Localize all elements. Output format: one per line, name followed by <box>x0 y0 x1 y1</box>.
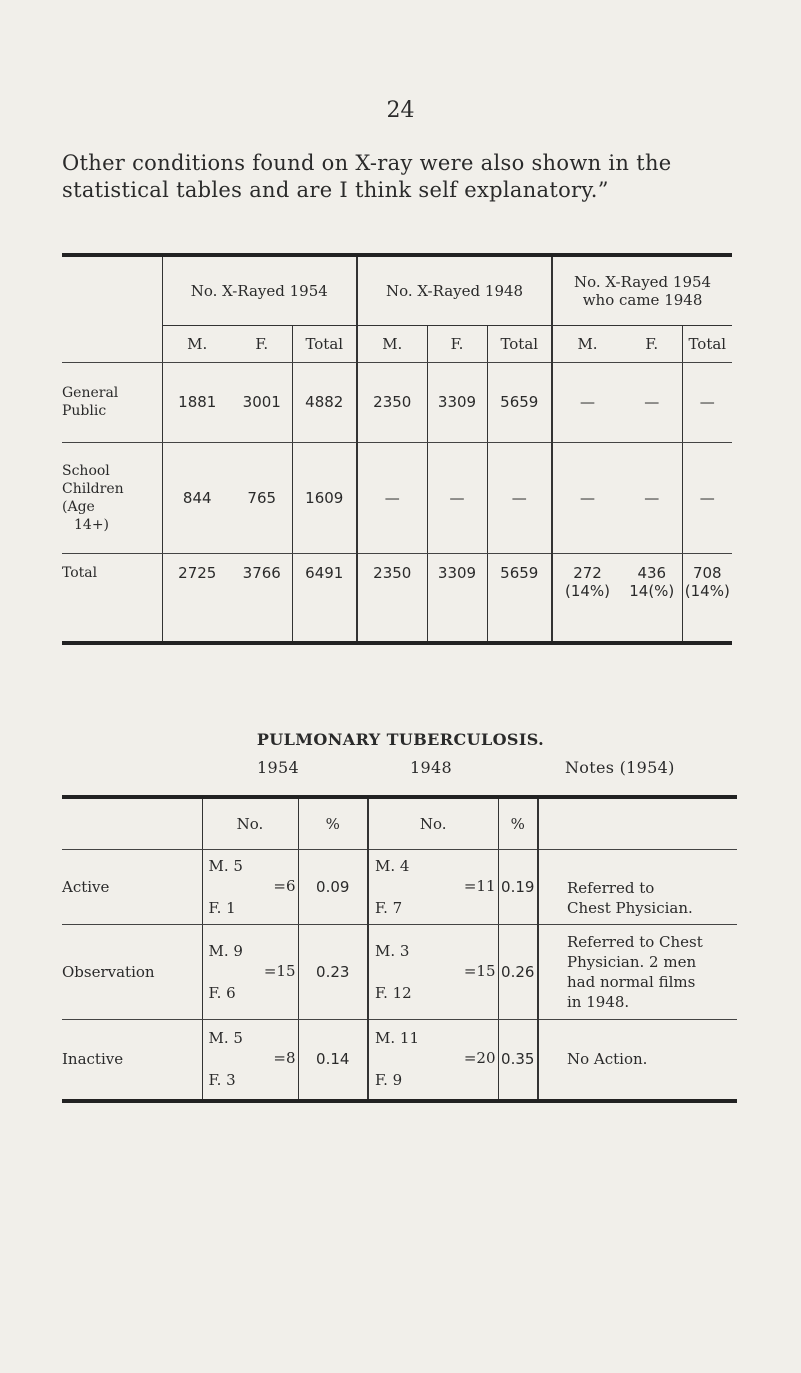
cell: 3309 <box>427 553 487 643</box>
cell-percent: (14%) <box>684 581 730 600</box>
cell: 5659 <box>487 553 552 643</box>
tuberculosis-table <box>62 795 737 1103</box>
cell: — <box>622 442 682 553</box>
subheader-m: M. <box>162 325 232 362</box>
subheader-f: F. <box>622 325 682 362</box>
row-label-line: Children <box>62 480 124 497</box>
subheader-f: F. <box>427 325 487 362</box>
table-row <box>62 1019 737 1101</box>
table-row <box>62 442 732 553</box>
total-count: =6 <box>273 876 296 895</box>
row-label-line: School <box>62 462 110 479</box>
cell-pct <box>622 553 682 643</box>
cell: — <box>552 442 622 553</box>
header-no-1948: No. <box>368 797 498 849</box>
intro-line-1: Other conditions found on X-ray were also shown in the <box>62 151 672 175</box>
header-notes <box>538 797 737 849</box>
note-line: Referred to <box>567 878 655 897</box>
group-header-1948: No. X-Rayed 1948 <box>357 255 552 325</box>
cell-notes <box>538 924 737 1019</box>
cell: — <box>357 442 427 553</box>
row-label-general-public <box>62 362 162 442</box>
subtitle-1954: 1954 <box>257 758 299 777</box>
header-pct-1954: % <box>298 797 368 849</box>
male-count: M. 4 <box>375 856 410 875</box>
cell: — <box>622 362 682 442</box>
male-count: M. 5 <box>208 1029 243 1048</box>
subheader-total: Total <box>487 325 552 362</box>
cell-percent: (14%) <box>564 581 611 600</box>
female-count: F. 1 <box>208 898 236 917</box>
note-line: Chest Physician. <box>567 898 693 917</box>
row-label-inactive: Inactive <box>62 1019 202 1101</box>
cell-count: 272 <box>573 563 602 582</box>
cell-pct-1954: 0.23 <box>298 924 368 1019</box>
total-count: =15 <box>463 961 496 980</box>
cell: 2350 <box>357 553 427 643</box>
table-row <box>62 553 732 643</box>
cell-pct-1954: 0.09 <box>298 849 368 924</box>
cell: — <box>682 362 732 442</box>
corner-cell <box>62 255 162 325</box>
table-row <box>62 849 737 924</box>
cell-pct-1948: 0.35 <box>498 1019 538 1101</box>
subheader-f: F. <box>232 325 292 362</box>
female-count: F. 7 <box>375 898 403 917</box>
cell-mf-1948 <box>368 849 498 924</box>
cell: 5659 <box>487 362 552 442</box>
cell-mf-1954 <box>202 849 298 924</box>
cell: 4882 <box>292 362 357 442</box>
cell: 3766 <box>232 553 292 643</box>
cell: 844 <box>162 442 232 553</box>
cell-pct-1948: 0.19 <box>498 849 538 924</box>
group-header-came-1948 <box>552 255 732 325</box>
subheader-m: M. <box>357 325 427 362</box>
group-header-came-line-2: who came 1948 <box>582 290 703 309</box>
note-line: had normal films <box>567 972 696 991</box>
cell: 6491 <box>292 553 357 643</box>
cell-mf-1948 <box>368 924 498 1019</box>
row-label-line: 14+) <box>74 516 110 533</box>
cell: 2350 <box>357 362 427 442</box>
table-row <box>62 362 732 442</box>
row-label-line: (Age <box>62 498 95 515</box>
subheader-blank <box>62 325 162 362</box>
row-label-observation: Observation <box>62 924 202 1019</box>
cell: — <box>487 442 552 553</box>
subtitle-notes: Notes (1954) <box>565 758 675 777</box>
cell-count: 436 <box>637 563 667 582</box>
cell: 1881 <box>162 362 232 442</box>
male-count: M. 9 <box>208 941 243 960</box>
cell-mf-1948 <box>368 1019 498 1101</box>
total-count: =15 <box>263 961 296 980</box>
row-label-line: General <box>62 385 119 401</box>
cell-mf-1954 <box>202 924 298 1019</box>
subheader-total: Total <box>682 325 732 362</box>
note-line: Referred to Chest <box>567 932 703 951</box>
note-line: in 1948. <box>567 992 630 1011</box>
intro-line-2: statistical tables and are I think self explanatory.” <box>62 178 609 202</box>
row-label-total: Total <box>62 553 162 643</box>
cell-mf-1954 <box>202 1019 298 1101</box>
female-count: F. 9 <box>375 1071 403 1090</box>
cell: — <box>427 442 487 553</box>
female-count: F. 3 <box>208 1071 236 1090</box>
male-count: M. 3 <box>375 941 410 960</box>
total-count: =11 <box>463 876 496 895</box>
section-title: PULMONARY TUBERCULOSIS. <box>256 730 545 749</box>
subtitle-1948: 1948 <box>410 758 452 777</box>
page-number: 24 <box>386 98 415 123</box>
cell-pct-1948: 0.26 <box>498 924 538 1019</box>
cell: 2725 <box>162 553 232 643</box>
cell: 3309 <box>427 362 487 442</box>
header-pct-1948: % <box>498 797 538 849</box>
cell: — <box>682 442 732 553</box>
intro-paragraph <box>62 150 752 204</box>
subheader-m: M. <box>552 325 622 362</box>
cell-count: 708 <box>692 563 722 582</box>
cell-percent: 14(%) <box>629 581 675 600</box>
cell: 1609 <box>292 442 357 553</box>
group-header-1954: No. X-Rayed 1954 <box>162 255 357 325</box>
total-count: =20 <box>463 1049 496 1068</box>
corner-cell <box>62 797 202 849</box>
note-line: No Action. <box>567 1050 648 1069</box>
cell-notes <box>538 849 737 924</box>
row-label-active: Active <box>62 849 202 924</box>
row-label-school-children <box>62 442 162 553</box>
cell-pct <box>682 553 732 643</box>
note-line: Physician. 2 men <box>567 952 697 971</box>
subheader-total: Total <box>292 325 357 362</box>
cell: — <box>552 362 622 442</box>
female-count: F. 6 <box>208 983 236 1002</box>
xray-table <box>62 253 732 645</box>
male-count: M. 5 <box>208 856 243 875</box>
table-row <box>62 924 737 1019</box>
cell-notes <box>538 1019 737 1101</box>
cell: 3001 <box>232 362 292 442</box>
female-count: F. 12 <box>375 983 412 1002</box>
cell-pct <box>552 553 622 643</box>
male-count: M. 11 <box>375 1029 419 1048</box>
cell-pct-1954: 0.14 <box>298 1019 368 1101</box>
group-header-came-line-1: No. X-Rayed 1954 <box>573 272 712 291</box>
total-count: =8 <box>273 1049 296 1068</box>
cell: 765 <box>232 442 292 553</box>
header-no-1954: No. <box>202 797 298 849</box>
row-label-line: Public <box>62 403 107 419</box>
